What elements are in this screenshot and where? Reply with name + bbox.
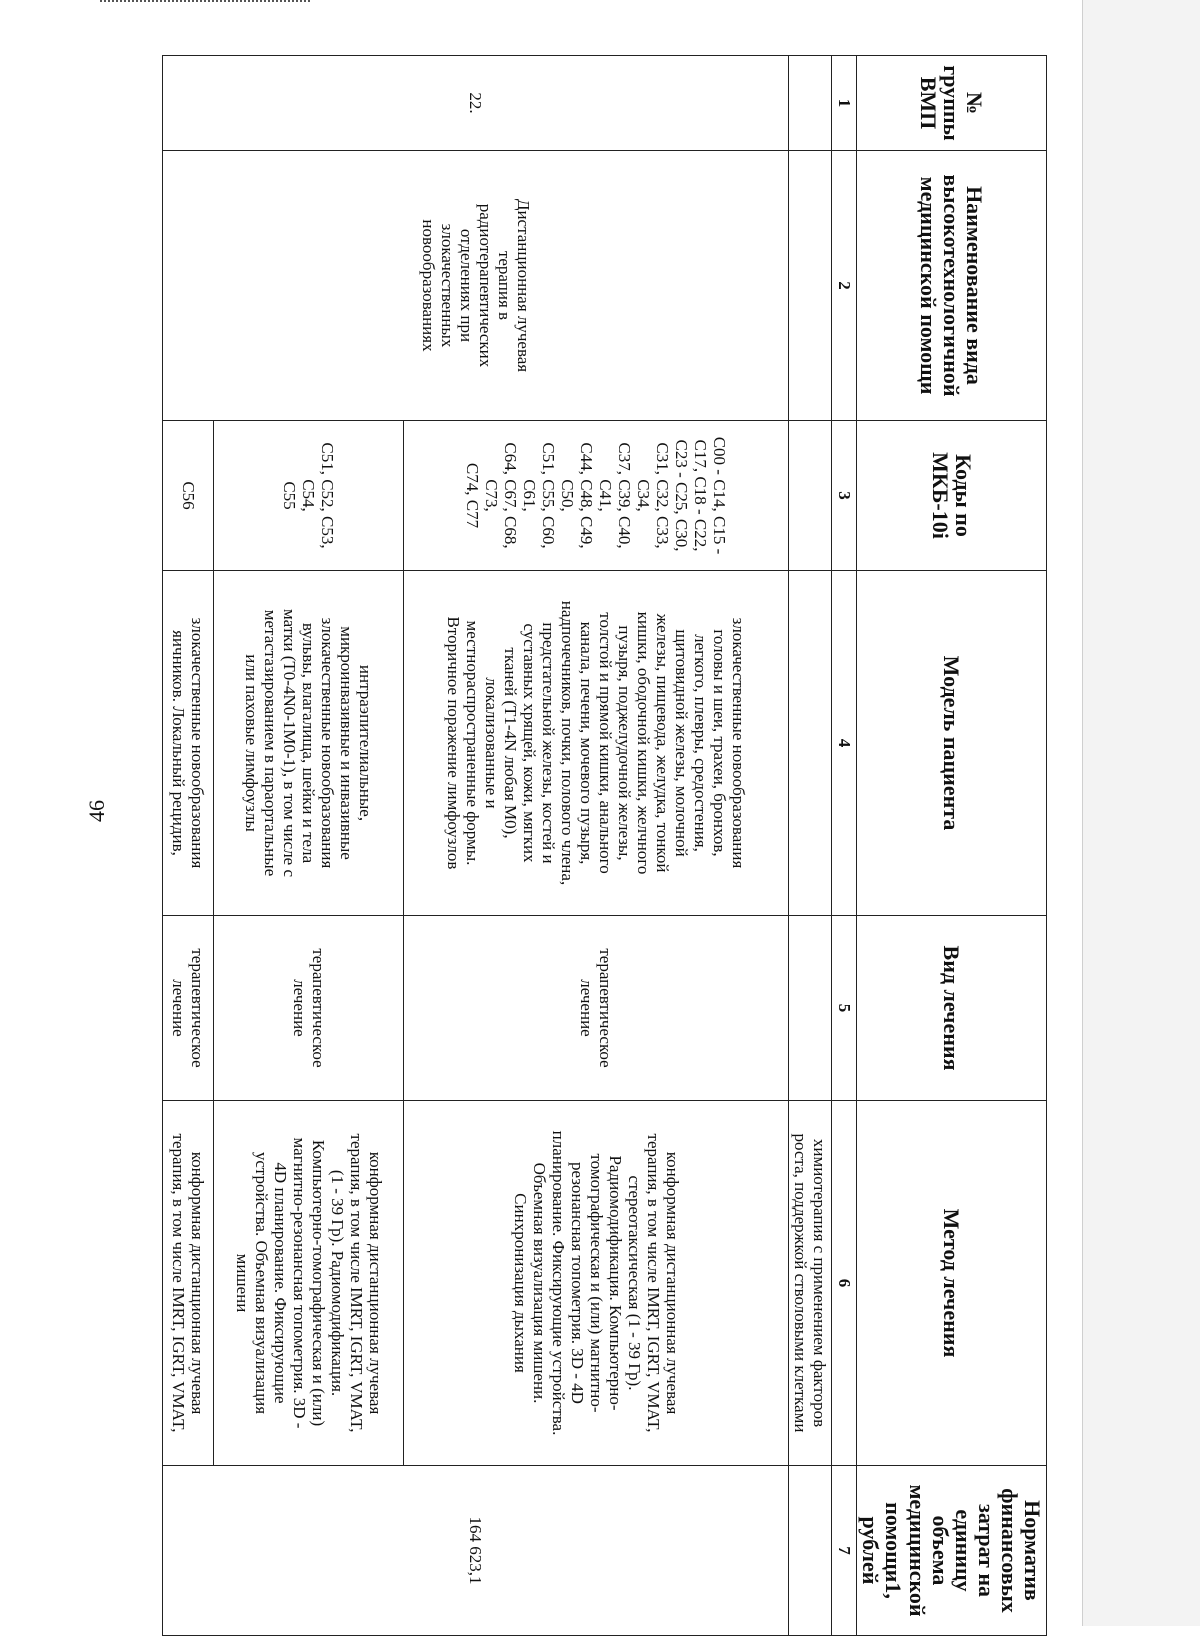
- text-line: надпочечников, почки, полового члена,: [558, 600, 578, 886]
- text-line: химиотерапия с применением факторов: [810, 1138, 830, 1428]
- text-line: C23 - C25, C30,: [672, 439, 692, 552]
- icd-codes-cell: [163, 421, 214, 571]
- group-22-row-1: [404, 56, 789, 1636]
- text-line: терапия, в том числе IMRT, IGRT, VMAT,: [346, 1133, 366, 1433]
- group-name-cell: [163, 151, 789, 421]
- text-line: лечение: [577, 979, 597, 1037]
- text-line: C51, C55, C60, C61,: [520, 442, 559, 549]
- text-line: C00 - C14, C15 -: [710, 436, 730, 555]
- text-line: злокачественные новообразования: [318, 617, 338, 869]
- icd-codes-cell: [214, 421, 404, 571]
- scan-artifact: [100, 0, 310, 7]
- text-line: Синхронизация дыхания: [510, 1193, 530, 1373]
- text-line: интраэпителиальные,: [356, 664, 376, 822]
- text-line: щитовидной железы, молочной: [672, 629, 692, 857]
- header-treatment-type: Вид лечения: [857, 916, 1047, 1101]
- text-line: (1 - 39 Гр). Радиомодификация.: [327, 1169, 347, 1397]
- text-line: или паховые лимфоузлы: [242, 654, 262, 832]
- text-line: Вторичное поражение лимфоузлов: [443, 616, 463, 870]
- text-line: метастазированием в параортальные: [261, 609, 281, 877]
- treatment-type-cell: [163, 916, 214, 1101]
- rotated-table-container: [162, 55, 1047, 1636]
- text-line: железы, пищевода, желудка, тонкой: [653, 613, 673, 873]
- text-line: терапия, в том числе IMRT, IGRT, VMAT,: [643, 1133, 663, 1433]
- treatment-method-cell: [214, 1101, 404, 1466]
- column-number-row: [832, 56, 857, 1636]
- text-line: отделениях при: [456, 228, 476, 343]
- column-number: 3: [832, 421, 857, 571]
- treatment-method-cell: [404, 1101, 789, 1466]
- header-row: [857, 56, 1047, 1636]
- continuation-row: [789, 56, 832, 1636]
- text-line: пузыря, поджелудочной железы,: [615, 625, 635, 861]
- text-line: томографическая и (или) магнитно-: [586, 1153, 606, 1413]
- header-group-number: № группы ВМП: [857, 56, 1047, 151]
- page-number: 46: [84, 800, 109, 822]
- patient-model-cell: [214, 571, 404, 916]
- header-cost-norm: Норматив финансовых затрат на единицу объема медицинской помощи1, рублей: [857, 1466, 1047, 1636]
- text-line: магнитно-резонансная топометрия. 3D -: [289, 1137, 309, 1429]
- text-line: C56: [178, 481, 198, 510]
- text-line: конформная дистанционная лучевая: [662, 1151, 682, 1415]
- text-line: планирование. Фиксирующие устройства.: [548, 1130, 568, 1436]
- text-line: вульвы, влагалища, шейки и тела: [299, 622, 319, 864]
- text-line: терапия, в том числе IMRT, IGRT, VMAT,: [169, 1133, 189, 1433]
- text-line: лечение: [169, 979, 189, 1037]
- text-line: C55: [280, 481, 300, 510]
- continuation-method-cell: [789, 1101, 832, 1466]
- text-line: C74, C77: [463, 462, 482, 529]
- text-line: злокачественные новообразования: [188, 617, 208, 869]
- text-line: C64, C67, C68, C73,: [482, 442, 521, 549]
- text-line: конформная дистанционная лучевая: [188, 1151, 208, 1415]
- text-line: толстой и прямой кишки, анального: [596, 612, 616, 874]
- page-margin-bar: [1082, 0, 1200, 1626]
- text-line: предстательной железы, костей и: [539, 622, 559, 864]
- text-line: резонансная топометрия. 3D - 4D: [567, 1162, 587, 1404]
- column-number: 5: [832, 916, 857, 1101]
- text-line: тканей (T1-4N любая M0),: [501, 647, 521, 839]
- text-line: суставных хрящей, кожи, мягких: [520, 623, 540, 863]
- text-line: легкого, плевры, средостения,: [691, 634, 711, 852]
- text-line: локализованные и: [482, 677, 502, 809]
- header-vmp-name: Наименование вида высокотехнологичной медицинской помощи: [857, 151, 1047, 421]
- text-line: кишки, ободочной кишки, желчного: [634, 611, 654, 875]
- text-line: терапевтическое: [188, 948, 208, 1068]
- column-number: 1: [832, 56, 857, 151]
- vmp-table: [162, 55, 1047, 1636]
- text-line: конформная дистанционная лучевая: [365, 1151, 385, 1415]
- text-line: Компьютерно-томографическая и (или): [308, 1139, 328, 1427]
- text-line: канала, печени, мочевого пузыря,: [577, 621, 597, 865]
- text-line: яичников. Локальный рецидив,: [169, 630, 189, 856]
- text-line: C44, C48, C49, C50,: [558, 442, 597, 549]
- text-line: радиотерапевтических: [475, 203, 495, 368]
- header-icd-codes: Коды по МКБ-10i: [857, 421, 1047, 571]
- text-line: C31, C32, C33, C34,: [634, 442, 673, 549]
- patient-model-cell: [404, 571, 789, 916]
- text-line: матки (T0-4N0-1M0-1), в том числе с: [280, 608, 300, 878]
- text-line: новообразованиях: [418, 219, 438, 352]
- text-line: стереотаксическая (1 - 39 Гр).: [624, 1175, 644, 1391]
- column-number: 7: [832, 1466, 857, 1636]
- text-line: лечение: [289, 979, 309, 1037]
- text-line: роста, поддержкой стволовыми клетками: [791, 1133, 811, 1433]
- text-line: терапевтическое: [308, 948, 328, 1068]
- text-line: Дистанционная лучевая: [513, 198, 533, 373]
- text-line: микроинвазивные и инвазивные: [337, 626, 357, 860]
- column-number: 4: [832, 571, 857, 916]
- treatment-type-cell: [404, 916, 789, 1101]
- cost-norm-cell: 164 623,1: [163, 1466, 789, 1636]
- text-line: C17, C18 - C22,: [691, 439, 711, 552]
- header-patient-model: Модель пациента: [857, 571, 1047, 916]
- text-line: Радиомодификация. Компьютерно-: [605, 1155, 625, 1411]
- text-line: головы и шеи, трахеи, бронхов,: [710, 629, 730, 857]
- text-line: злокачественные новообразования: [729, 617, 749, 869]
- treatment-method-cell: [163, 1101, 214, 1466]
- text-line: терапия в: [494, 250, 514, 321]
- text-line: местнораспространенные формы.: [463, 620, 482, 866]
- text-line: C51, C52, C53, C54,: [299, 442, 338, 549]
- text-line: устройства. Объемная визуализация: [251, 1151, 271, 1415]
- text-line: терапевтическое: [596, 948, 616, 1068]
- text-line: C37, C39, C40, C41,: [596, 442, 635, 549]
- group-number-cell: 22.: [163, 56, 789, 151]
- column-number: 6: [832, 1101, 857, 1466]
- text-line: злокачественных: [437, 223, 457, 348]
- text-line: Объемная визуализация мишени.: [529, 1162, 549, 1404]
- column-number: 2: [832, 151, 857, 421]
- header-treatment-method: Метод лечения: [857, 1101, 1047, 1466]
- icd-codes-cell: [404, 421, 789, 571]
- treatment-type-cell: [214, 916, 404, 1101]
- patient-model-cell: [163, 571, 214, 916]
- text-line: 4D планирование. Фиксирующие: [270, 1162, 290, 1404]
- text-line: мишени: [232, 1253, 252, 1313]
